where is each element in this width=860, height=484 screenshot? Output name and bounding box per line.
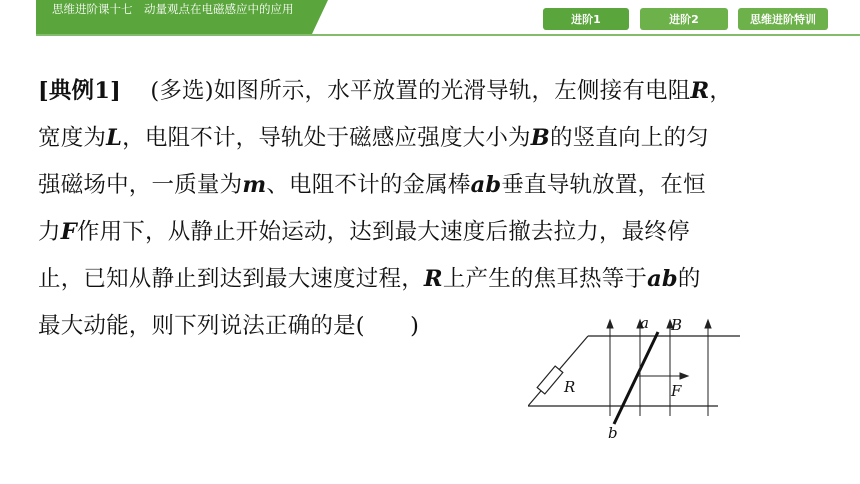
problem-line — [38, 256, 828, 303]
text-run: 作用下，从静止开始运动，达到最大速度后撤去拉力，最终停 — [76, 219, 690, 245]
text-run: 力 — [38, 219, 61, 245]
problem-line — [38, 115, 828, 162]
problem-line — [38, 162, 828, 209]
math-symbol: R — [423, 266, 443, 292]
text-run: 上产生的焦耳热等于 — [442, 266, 648, 292]
header-bar — [0, 0, 860, 36]
text-run: 止，已知从静止到达到最大速度过程， — [38, 266, 424, 292]
math-symbol: R — [690, 78, 710, 104]
problem-line — [38, 68, 828, 115]
resistor — [537, 366, 563, 394]
metal-rod-ab — [614, 332, 658, 424]
text-run: 、电阻不计的金属棒 — [266, 172, 471, 198]
lesson-title: 思维进阶课十七 动量观点在电磁感应中的应用 — [52, 2, 294, 16]
math-symbol: L — [106, 125, 123, 151]
text-run: 的竖直向上的匀 — [549, 125, 709, 151]
math-symbol: ab — [470, 172, 502, 198]
magnetic-field-arrows — [607, 320, 711, 416]
force-arrow — [638, 373, 688, 379]
text-run: ，电阻不计，导轨处于磁感应强度大小为 — [122, 125, 531, 151]
text-run: 垂直导轨放置，在恒 — [501, 172, 706, 198]
label-b: b — [608, 424, 618, 442]
text-run: 宽度为 — [38, 125, 107, 151]
label-B: B — [671, 316, 683, 334]
text-run: ， — [709, 78, 733, 104]
text-run: 最大动能，则下列说法正确的是( ) — [38, 313, 420, 339]
text-run: (多选)如图所示，水平放置的光滑导轨，左侧接有电阻 — [150, 78, 691, 104]
problem-line — [38, 209, 828, 256]
label-a: a — [640, 316, 649, 332]
nav-tab-special-training[interactable]: 思维进阶特训 — [738, 8, 828, 30]
math-symbol: F — [60, 219, 77, 245]
circuit-figure — [528, 316, 748, 444]
math-symbol: m — [242, 172, 267, 198]
problem-text — [38, 68, 828, 350]
text-run: 强磁场中，一质量为 — [38, 172, 243, 198]
math-symbol: B — [530, 125, 550, 151]
math-symbol: ab — [647, 266, 678, 292]
nav-tab-advance-2[interactable]: 进阶2 — [640, 8, 728, 30]
label-F: F — [671, 382, 682, 400]
label-R: R — [564, 378, 576, 396]
nav-tab-advance-1[interactable]: 进阶1 — [543, 8, 629, 30]
example-tag: [典例1] — [38, 78, 121, 104]
text-run: 的 — [677, 266, 701, 292]
